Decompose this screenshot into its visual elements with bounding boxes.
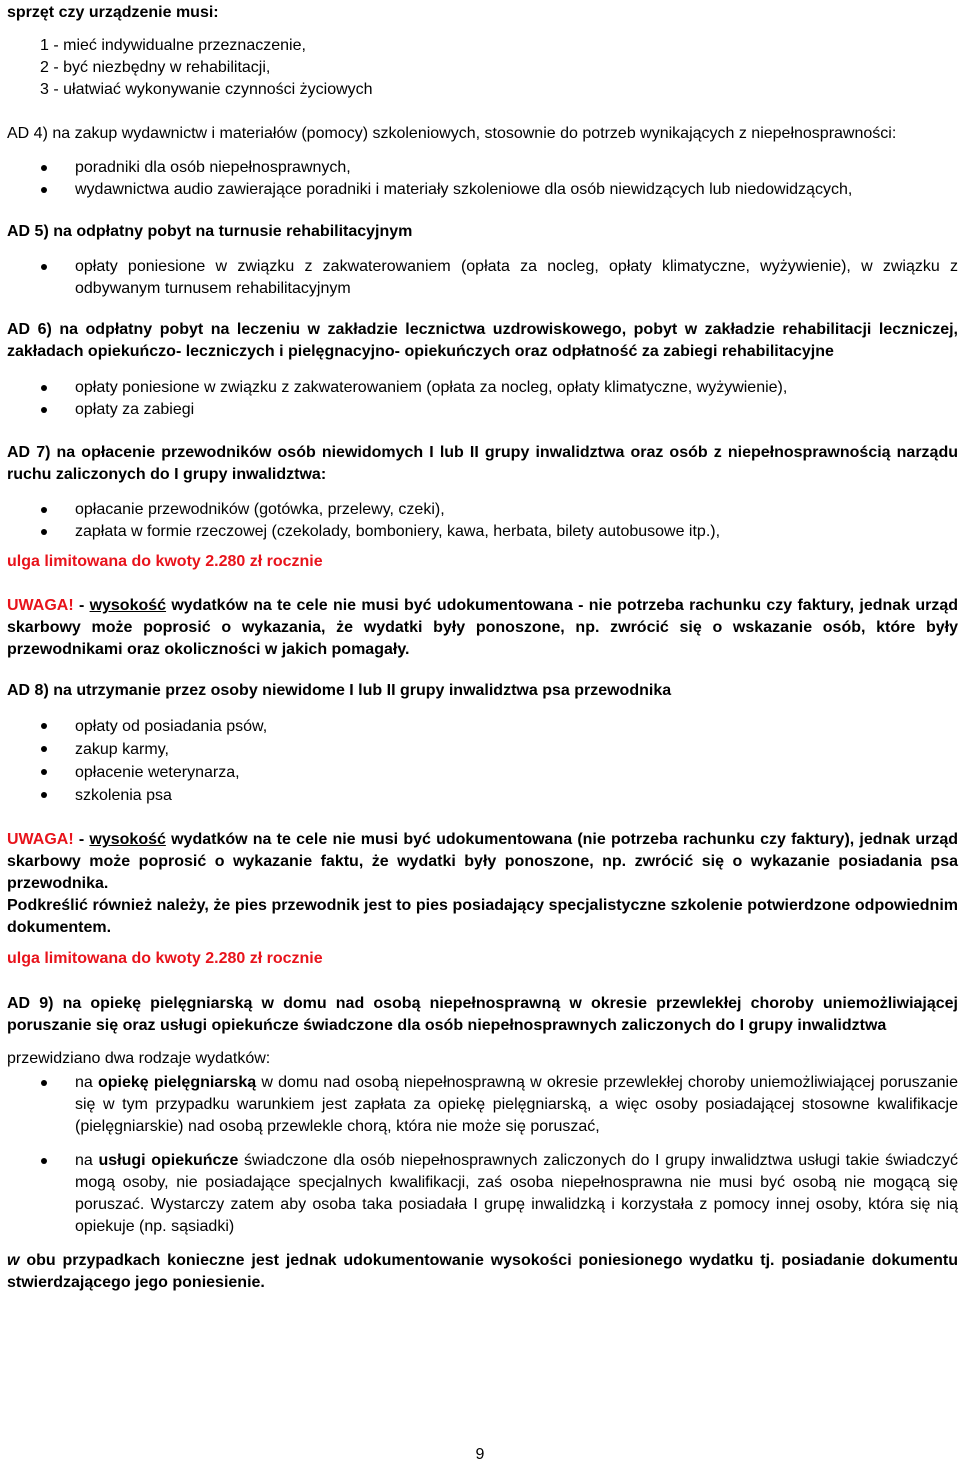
ad8-list [7, 715, 958, 807]
ad6-heading: AD 6) na odpłatny pobyt na leczeniu w zakładzie lecznictwa uzdrowiskowego, pobyt w zakładzie rehabilitacji leczniczej, zakładach opiekuńczo- leczniczych i pielęgnacyjno- opiekuńczych oraz odpłatność za zabiegi rehabilitacyjne [7, 321, 958, 360]
list-item: opłacanie przewodników (gotówka, przelewy, czeki), [7, 499, 958, 521]
list-item: zapłata w formie rzeczowej (czekolady, bomboniery, kawa, herbata, bilety autobusowe itp.), [7, 521, 958, 543]
ad5-list [7, 256, 958, 300]
page-number: 9 [475, 1446, 485, 1463]
document-page [7, 0, 958, 1294]
item-text: w domu nad osobą niepełnosprawną w okresie przewlekłej choroby uniemożliwiającej poruszanie się w tym przypadku warunkiem jest zapłata za opiekę pielęgniarską, a więc osoby posiadającej stosowne kwalifikacje (pielęgniarskie) nad osobą przewlekle chorą, która nie może się poruszać, [75, 1074, 958, 1135]
ad9-final [7, 1250, 958, 1294]
intro-item-2: 2 - być niezbędny w rehabilitacji, [40, 59, 271, 76]
item-bold: usługi opiekuńcze [98, 1152, 239, 1169]
ad8-extra: Podkreślić również należy, że pies przewodnik jest to pies posiadający specjalistyczne szkolenie potwierdzone odpowiednim dokumentem. [7, 897, 958, 936]
final-w: w [7, 1252, 20, 1269]
list-item: szkolenia psa [7, 784, 958, 807]
warning-text: wydatków na te cele nie musi być udokumentowana - nie potrzeba rachunku czy faktury, jednak urząd skarbowy może poprosić o wykazania, że wydatki były ponoszone, np. zwrócić się o wskazanie osób, które były przewodnikami oraz okoliczności w jakich pomagały. [7, 597, 959, 658]
ad7-limit: ulga limitowana do kwoty 2.280 zł rocznie [7, 553, 323, 570]
ad9-heading: AD 9) na opiekę pielęgniarską w domu nad osobą niepełnosprawną w okresie przewlekłej choroby uniemożliwiającej poruszanie się oraz usługi opiekuńcze świadczone dla osób niepełnosprawnych zaliczonych do I grupy inwalidztwa [7, 995, 958, 1034]
list-item [7, 1150, 958, 1238]
ad7-heading: AD 7) na opłacenie przewodników osób niewidomych I lub II grupy inwalidztwa oraz osób z niepełnosprawnością narządu ruchu zaliczonych do I grupy inwalidztwa: [7, 444, 958, 483]
list-item: wydawnictwa audio zawierające poradniki i materiały szkoleniowe dla osób niewidzących lub niedowidzących, [7, 179, 958, 201]
warning-underline: wysokość [89, 597, 167, 614]
list-item: poradniki dla osób niepełnosprawnych, [7, 157, 958, 179]
item-text: świadczone dla osób niepełnosprawnych zaliczonych do I grupy inwalidztwa usługi takie świadczyć mogą osoby, nie posiadające specjalnych kwalifikacji, zaś osoba niepełnosprawna nie musi być osobą nie mogącą się poruszać. Wystarczy zatem aby osoba taka posiadała I grupę inwalidzką i korzystała z pomocy innej osoby, która się nią opiekuje (np. sąsiadki) [75, 1152, 958, 1235]
intro-item-1: 1 - mieć indywidualne przeznaczenie, [40, 37, 306, 54]
list-item: opłacenie weterynarza, [7, 761, 958, 784]
list-item: zakup karmy, [7, 738, 958, 761]
warning-dash: - [73, 597, 90, 614]
ad4-list [7, 157, 958, 201]
ad8-heading: AD 8) na utrzymanie przez osoby niewidome I lub II grupy inwalidztwa psa przewodnika [7, 682, 672, 699]
ad4-heading: AD 4) na zakup wydawnictw i materiałów (pomocy) szkoleniowych, stosownie do potrzeb wynikających z niepełnosprawności: [7, 125, 897, 142]
ad9-list [7, 1072, 958, 1238]
intro-item-3: 3 - ułatwiać wykonywanie czynności życiowych [40, 81, 373, 98]
warning-label: UWAGA! [7, 831, 74, 848]
ad8-limit: ulga limitowana do kwoty 2.280 zł rocznie [7, 950, 323, 967]
warning-label: UWAGA! [7, 597, 74, 614]
ad6-list [7, 377, 958, 421]
final-text: obu przypadkach konieczne jest jednak udokumentowanie wysokości poniesionego wydatku tj. posiadanie dokumentu stwierdzającego jego poniesienie. [7, 1252, 958, 1291]
intro-heading: sprzęt czy urządzenie musi: [7, 4, 219, 21]
warning-underline: wysokość [89, 831, 166, 848]
list-item: opłaty za zabiegi [7, 399, 958, 421]
item-prefix: na [75, 1074, 98, 1091]
ad5-heading: AD 5) na odpłatny pobyt na turnusie rehabilitacyjnym [7, 223, 413, 240]
item-prefix: na [75, 1152, 99, 1169]
list-item: opłaty poniesione w związku z zakwaterowaniem (opłata za nocleg, opłaty klimatyczne, wyżywienie), [7, 377, 958, 399]
ad8-warning [7, 829, 958, 895]
ad9-intro: przewidziano dwa rodzaje wydatków: [7, 1050, 271, 1067]
ad7-warning [7, 595, 958, 661]
item-bold: opiekę pielęgniarską [97, 1074, 257, 1091]
list-item: opłaty od posiadania psów, [7, 715, 958, 738]
ad7-list [7, 499, 958, 543]
list-item: opłaty poniesione w związku z zakwaterowaniem (opłata za nocleg, opłaty klimatyczne, wyżywienie), w związku z odbywanym turnusem rehabilitacyjnym [7, 256, 958, 300]
warning-text: wydatków na te cele nie musi być udokumentowana (nie potrzeba rachunku czy faktury), jednak urząd skarbowy może poprosić o wykazanie faktu, że wydatki były ponoszone, np. zwrócić się o wykazanie posiadania psa przewodnika. [7, 831, 958, 892]
warning-dash: - [73, 831, 90, 848]
list-item [7, 1072, 958, 1138]
